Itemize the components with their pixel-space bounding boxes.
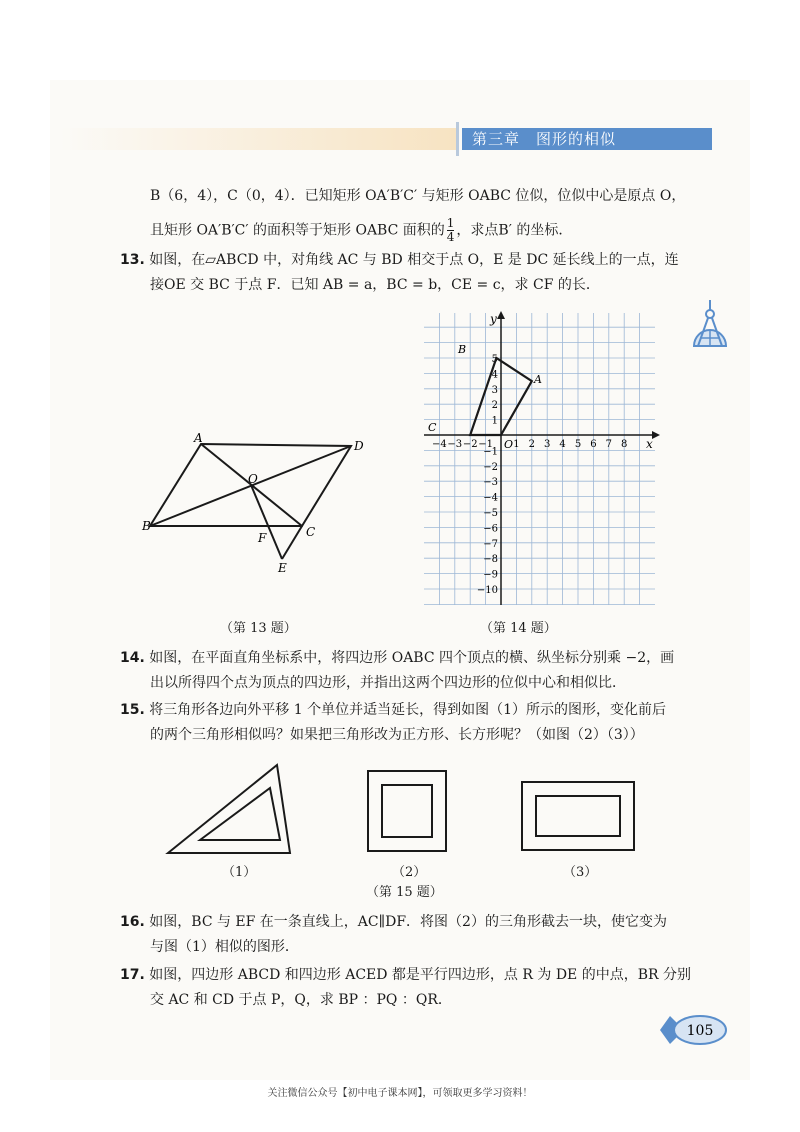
problem-12-line-2 [150, 217, 572, 244]
point-a-label: A [534, 373, 542, 386]
tick-label: 5 [574, 439, 582, 450]
problem-17-number: 17. [120, 967, 145, 983]
problem-14-line-1 [120, 648, 674, 668]
figure-13-caption: （第 13 题） [220, 621, 297, 636]
label-a: A [194, 431, 203, 445]
tick-label: 5 [491, 354, 498, 365]
page-number: 105 [686, 1023, 714, 1039]
tick-label: −3 [447, 439, 463, 450]
label-c: C [306, 525, 316, 539]
tick-label: 2 [528, 439, 535, 450]
figure-14-coordinate-grid [420, 305, 665, 607]
tick-label: −8 [483, 554, 498, 566]
problem-14-text-1: 如图，在平面直角坐标系中，将四边形 OABC 四个顶点的横、纵坐标分别乘 −2，画 [149, 650, 675, 666]
fraction-numerator: 1 [446, 216, 455, 230]
header-fade-band [60, 128, 456, 150]
problem-12-line-1: B（6，4），C（0，4）．已知矩形 OA′B′C′ 与矩形 OABC 位似，位似中心是原点 O， [150, 188, 686, 204]
grid-lines [424, 313, 655, 605]
tick-label: −4 [483, 492, 498, 504]
outer-rectangle [522, 782, 634, 850]
tick-label: 8 [621, 439, 628, 450]
problem-17-text-1: 如图，四边形 ABCD 和四边形 ACED 都是平行四边形，点 R 为 DE 的中点，BR 分别 [149, 967, 691, 983]
inner-square [382, 785, 432, 837]
chapter-title: 第三章 图形的相似 [462, 128, 712, 150]
problem-13-line-2: 接OE 交 BC 于点 F．已知 AB = a，BC = b，CE = c，求 CF 的长． [150, 277, 600, 293]
problem-15-number: 15. [120, 702, 145, 718]
y-axis-label: y [490, 312, 497, 326]
label-b: B [142, 519, 151, 533]
header-separator [456, 122, 459, 156]
problem-17-line-1 [120, 965, 691, 985]
tick-label: −6 [483, 523, 498, 535]
tick-label: −10 [476, 585, 498, 596]
y-axis-arrow [497, 311, 505, 319]
page-number-badge [656, 1010, 728, 1050]
origin-label: O [504, 438, 514, 451]
tick-label: 2 [491, 400, 498, 412]
figure-14-caption: （第 14 题） [480, 621, 557, 636]
footer-note: 关注微信公众号【初中电子课本网】，可领取更多学习资料！ [267, 1088, 533, 1099]
figure-15-sub-1: （1） [222, 865, 257, 880]
tick-labels [432, 354, 627, 596]
fraction-denominator: 4 [446, 230, 455, 244]
tick-label: 6 [590, 439, 597, 450]
tick-label: 1 [491, 415, 498, 427]
point-b-label: B [458, 343, 467, 356]
problem-15-text-1: 将三角形各边向外平移 1 个单位并适当延长，得到如图（1）所示的图形，变化前后 [149, 702, 666, 718]
compass-icon [688, 300, 732, 352]
tick-label: −1 [478, 439, 493, 450]
tick-label: 4 [491, 369, 498, 381]
tick-label: 1 [513, 439, 520, 450]
problem-14-line-2: 出以所得四个点为顶点的四边形，并指出这两个四边形的位似中心和相似比． [150, 675, 626, 691]
problem-16-number: 16. [120, 914, 145, 930]
problem-16-line-2: 与图（1）相似的图形． [150, 939, 299, 955]
label-e: E [278, 561, 287, 575]
figure-15-caption: （第 15 题） [366, 885, 443, 900]
figure-15-sub-3: （3） [563, 865, 598, 880]
label-d: D [354, 439, 364, 453]
point-c-label: C [428, 421, 437, 434]
tick-label: −9 [483, 569, 498, 581]
problem-13-number: 13. [120, 252, 145, 268]
x-axis-label: x [646, 437, 653, 451]
fraction-one-quarter [447, 217, 455, 244]
problem-12-text-b: ，求点B′ 的坐标． [456, 222, 573, 239]
problem-15-line-1 [120, 700, 666, 720]
problem-16-line-1 [120, 912, 667, 932]
label-o: O [248, 472, 258, 486]
problem-16-text-1: 如图，BC 与 EF 在一条直线上，AC∥DF．将图（2）的三角形截去一块，使它变为 [149, 914, 667, 930]
problem-17-line-2: 交 AC 和 CD 于点 P，Q，求 BP ：PQ ：QR． [150, 992, 452, 1008]
tick-label: −7 [483, 538, 498, 550]
tick-label: 7 [605, 439, 612, 450]
outer-square [368, 771, 446, 851]
figure-15-sub-2: （2） [392, 865, 427, 880]
problem-12-text-a: 且矩形 OA′B′C′ 的面积等于矩形 OABC 面积的 [150, 222, 445, 239]
tick-label: −4 [432, 439, 447, 450]
problem-13-line-1 [120, 250, 679, 270]
tick-label: 4 [559, 439, 566, 450]
tick-label: −2 [483, 461, 498, 473]
tick-label: −5 [483, 508, 498, 519]
tick-label: −1 [483, 446, 498, 458]
segment-ce [282, 526, 302, 559]
tick-label: −3 [483, 477, 498, 489]
problem-14-number: 14. [120, 650, 145, 666]
problem-15-line-2: 的两个三角形相似吗？如果把三角形改为正方形、长方形呢？（如图（2）（3）） [150, 727, 644, 743]
problem-13-text-1: 如图，在▱ABCD 中，对角线 AC 与 BD 相交于点 O，E 是 DC 延长线上的一点，连 [149, 252, 679, 268]
figure-15-shapes [160, 760, 650, 860]
x-axis-arrow [652, 431, 660, 439]
tick-label: −2 [462, 439, 478, 450]
inner-rectangle [536, 796, 620, 836]
figure-13-parallelogram [130, 430, 370, 580]
tick-label: 3 [491, 384, 498, 396]
label-f: F [258, 531, 267, 545]
chapter-header [60, 128, 712, 150]
tick-label: 3 [544, 439, 551, 450]
